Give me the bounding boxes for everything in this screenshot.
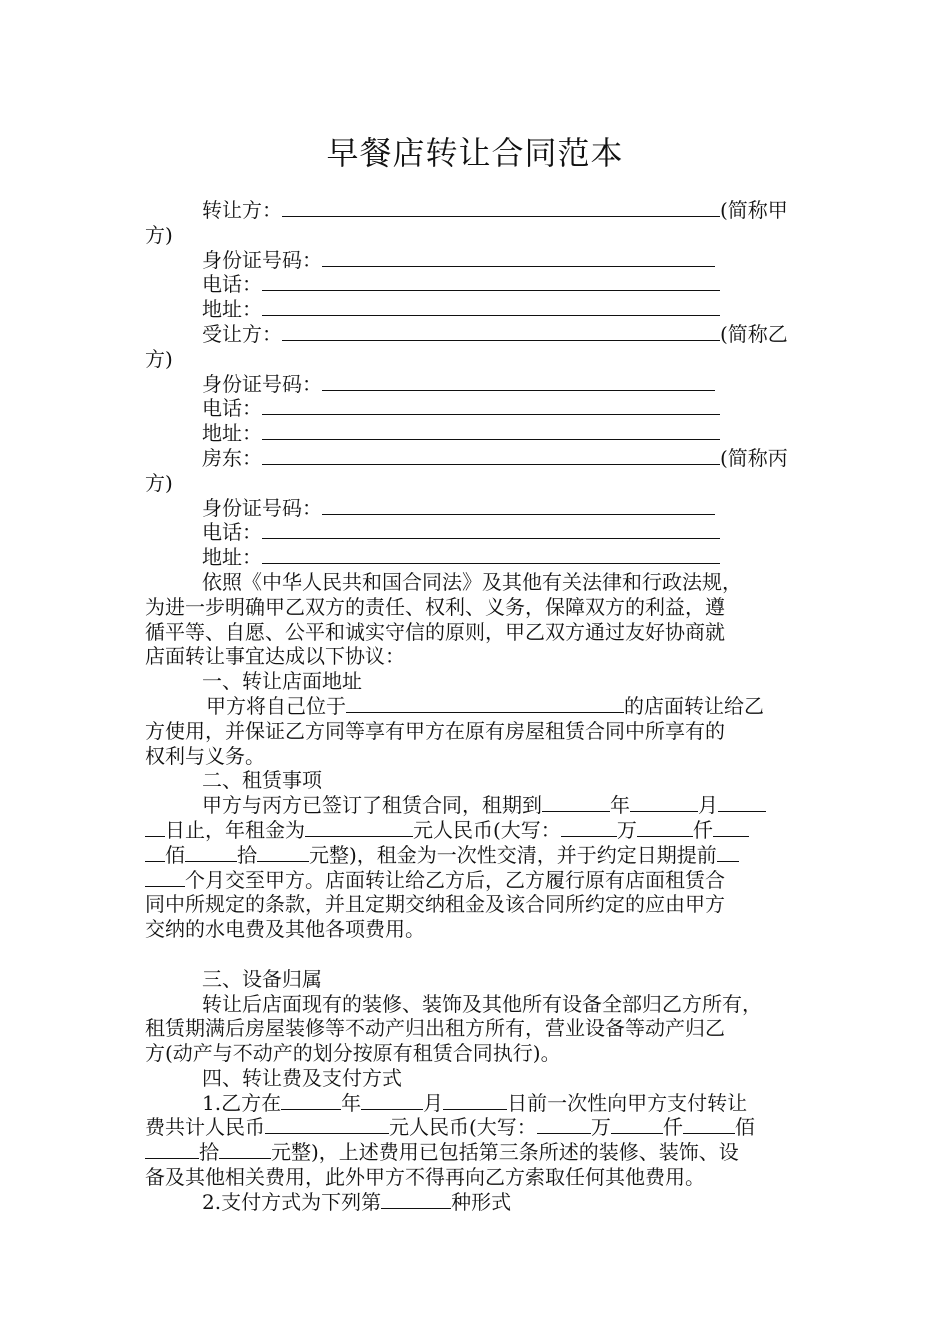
party-a-suffix: (简称甲 (720, 198, 788, 222)
section-3-line-2: 租赁期满后房屋装修等不动产归出租方所有，营业设备等动产归乙 (145, 1016, 725, 1041)
qian-label: 仟 (662, 1115, 683, 1140)
shi-label: 拾 (237, 842, 257, 867)
section-2-text: 日止，年租金为 (165, 817, 305, 842)
section-4-text: 1.乙方在 (202, 1090, 282, 1115)
preamble-line-4: 店面转让事宜达成以下协议： (145, 644, 405, 669)
rent-yuan-blank[interactable] (257, 843, 309, 862)
rent-wan-blank[interactable] (561, 818, 617, 837)
wan-label: 万 (616, 817, 637, 842)
section-4-text: 元整)，上述费用已包括第三条所述的装修、装饰、设 (271, 1140, 739, 1165)
months-ahead-blank-a[interactable] (717, 843, 739, 862)
section-2-line-1 (145, 793, 815, 818)
section-2-text: 元整)，租金为一次性交清，并于约定日期提前 (309, 842, 717, 867)
section-4-line-5 (145, 1190, 815, 1215)
party-a-id-line (145, 248, 815, 273)
section-2-text: 甲方与丙方已签订了租赁合同，租期到 (202, 793, 542, 818)
shop-location-blank[interactable] (346, 694, 624, 713)
lease-end-day-blank-a[interactable] (718, 793, 766, 812)
section-4-line-4: 备及其他相关费用，此外甲方不得再向乙方索取任何其他费用。 (145, 1165, 705, 1190)
party-b-label: 受让方： (202, 321, 282, 346)
party-a-phone-blank[interactable] (262, 272, 720, 291)
rent-bai-blank-b[interactable] (145, 843, 165, 862)
preamble-line-1: 依照《中华人民共和国合同法》及其他有关法律和行政法规， (202, 569, 742, 594)
party-b-phone-line (145, 396, 815, 421)
preamble-line-2: 为进一步明确甲乙双方的责任、权利、义务，保障双方的利益，遵 (145, 594, 725, 619)
party-a-wrap: 方) (145, 222, 173, 247)
section-2-line-4 (145, 868, 815, 893)
party-c-id-line (145, 496, 815, 521)
transfer-fee-blank[interactable] (265, 1115, 389, 1134)
party-c-phone-blank[interactable] (262, 520, 720, 539)
party-c-id-label: 身份证号码： (202, 495, 322, 520)
annual-rent-blank[interactable] (305, 818, 413, 837)
wan-label: 万 (590, 1115, 611, 1140)
section-4-line-1 (145, 1091, 815, 1116)
party-b-id-label: 身份证号码： (202, 371, 322, 396)
section-1-heading: 一、转让店面地址 (202, 669, 362, 694)
bai-label: 佰 (734, 1115, 755, 1140)
bai-label: 佰 (165, 842, 185, 867)
section-1-line-2: 方使用，并保证乙方同等享有甲方在原有房屋租赁合同中所享有的 (145, 718, 725, 743)
party-c-blank[interactable] (262, 446, 720, 465)
section-4-text: 种形式 (451, 1189, 512, 1214)
section-2-line-3 (145, 843, 815, 868)
rent-shi-blank[interactable] (185, 843, 237, 862)
party-c-wrap: 方) (145, 470, 173, 495)
party-b-wrap: 方) (145, 346, 173, 371)
party-b-line (145, 322, 815, 347)
party-c-address-line (145, 545, 815, 570)
fee-wan-blank[interactable] (537, 1115, 591, 1134)
party-a-address-line (145, 297, 815, 322)
party-c-label: 房东： (202, 445, 262, 470)
rent-qian-blank[interactable] (637, 818, 693, 837)
blank-line (145, 942, 815, 967)
section-2-line-2 (145, 818, 815, 843)
party-c-phone-label: 电话： (202, 520, 262, 545)
payment-month-blank[interactable] (361, 1091, 423, 1110)
rent-bai-blank-a[interactable] (713, 818, 749, 837)
section-2-text: 元人民币(大写： (413, 817, 561, 842)
party-c-line (145, 446, 815, 471)
party-b-id-line (145, 372, 815, 397)
section-2-line-6: 交纳的水电费及其他各项费用。 (145, 917, 425, 942)
party-b-phone-blank[interactable] (262, 396, 720, 415)
lease-end-month-blank[interactable] (630, 793, 698, 812)
party-a-label: 转让方： (202, 198, 282, 222)
party-b-address-label: 地址： (202, 421, 262, 446)
month-label: 月 (698, 793, 718, 818)
year-label: 年 (610, 793, 630, 818)
section-4-text: 2.支付方式为下列第 (202, 1189, 382, 1214)
document-title: 早餐店转让合同范本 (326, 134, 624, 172)
party-a-address-label: 地址： (202, 297, 262, 322)
section-1-line-3: 权利与义务。 (145, 743, 265, 768)
months-ahead-blank-b[interactable] (145, 868, 185, 887)
payment-method-blank[interactable] (381, 1190, 451, 1209)
party-c-id-blank[interactable] (322, 496, 715, 515)
party-a-id-blank[interactable] (322, 248, 715, 267)
party-c-address-label: 地址： (202, 545, 262, 570)
fee-yuan-blank[interactable] (219, 1140, 271, 1159)
party-a-phone-line (145, 272, 815, 297)
section-3-line-1: 转让后店面现有的装修、装饰及其他所有设备全部归乙方所有， (202, 991, 762, 1016)
year-label: 年 (341, 1090, 362, 1115)
lease-end-day-blank-b[interactable] (145, 818, 165, 837)
section-2-line-5: 同中所规定的条款，并且定期交纳租金及该合同所约定的应由甲方 (145, 892, 725, 917)
contract-body (145, 198, 815, 1215)
section-4-text: 日前一次性向甲方支付转让 (507, 1090, 748, 1115)
section-4-text: 费共计人民币 (145, 1115, 265, 1140)
party-c-suffix: (简称丙 (720, 445, 788, 470)
section-4-heading: 四、转让费及支付方式 (202, 1065, 402, 1090)
section-2-heading: 二、租赁事项 (202, 768, 322, 793)
party-b-address-line (145, 421, 815, 446)
section-1-line-1 (145, 694, 815, 719)
party-c-phone-line (145, 520, 815, 545)
lease-end-year-blank[interactable] (542, 793, 610, 812)
party-a-phone-label: 电话： (202, 272, 262, 297)
party-b-blank[interactable] (282, 322, 720, 341)
section-1-location-pre: 甲方将自己位于 (206, 693, 346, 718)
party-a-blank[interactable] (282, 198, 720, 217)
qian-label: 仟 (692, 817, 713, 842)
fee-qian-blank[interactable] (611, 1115, 663, 1134)
section-3-line-3: 方(动产与不动产的划分按原有租赁合同执行)。 (145, 1041, 561, 1066)
party-b-phone-label: 电话： (202, 396, 262, 421)
party-b-address-blank[interactable] (262, 421, 720, 440)
section-2-text: 个月交至甲方。店面转让给乙方后，乙方履行原有店面租赁合 (185, 867, 725, 892)
party-a-address-blank[interactable] (262, 297, 720, 316)
payment-year-blank[interactable] (281, 1091, 341, 1110)
party-a-line (145, 198, 815, 223)
party-b-suffix: (简称乙 (720, 321, 788, 346)
party-a-id-label: 身份证号码： (202, 247, 322, 272)
party-b-id-blank[interactable] (322, 372, 715, 391)
payment-day-blank[interactable] (443, 1091, 507, 1110)
section-4-line-3 (145, 1140, 815, 1165)
preamble-line-3: 循平等、自愿、公平和诚实守信的原则，甲乙双方通过友好协商就 (145, 619, 725, 644)
month-label: 月 (423, 1090, 444, 1115)
shi-label: 拾 (199, 1140, 219, 1165)
party-c-address-blank[interactable] (262, 545, 720, 564)
fee-bai-blank[interactable] (683, 1115, 735, 1134)
section-1-location-post: 的店面转让给乙 (624, 693, 764, 718)
fee-shi-blank[interactable] (145, 1140, 199, 1159)
section-4-line-2 (145, 1115, 815, 1140)
section-3-heading: 三、设备归属 (202, 966, 322, 991)
section-4-text: 元人民币(大写： (389, 1115, 537, 1140)
